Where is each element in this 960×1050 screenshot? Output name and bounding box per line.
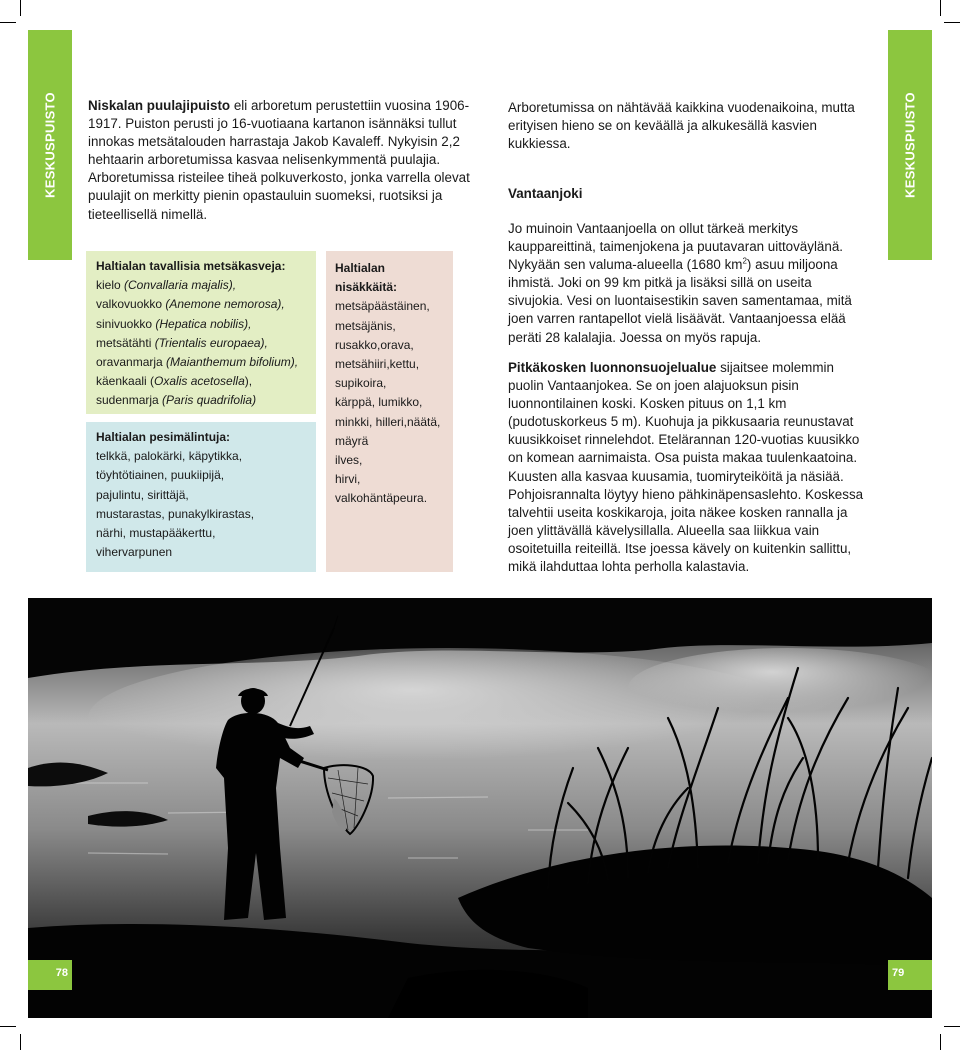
plant-item: metsätähti (Trientalis europaea), bbox=[96, 335, 268, 350]
birds-box bbox=[86, 422, 316, 572]
bird-line: närhi, mustapääkerttu, bbox=[96, 526, 216, 541]
mammals-box bbox=[326, 251, 453, 572]
crop-mark bbox=[20, 1034, 21, 1050]
vantaanjoki-paragraph: Jo muinoin Vantaanjoella on ollut tärkeä merkitys kauppareittinä, taimenjokena ja puutavaran uittoväylänä. Nykyään sen valuma-alueella (1680 $km^2$) asuu miljoona ihmistä. Joki on 99 km pitkä ja lisäksi sillä on useita sivujokia. Vesi on luontaisestikin saven samentamaa, mitä joen varren rantapellot vielä lisäävät. Vantaanjoessa elää peräti 28 kalalajia. Joessa on myös rapuja. bbox=[508, 221, 852, 345]
page-number-text: 78 bbox=[55, 967, 68, 979]
mammal-line: metsäpäästäinen, bbox=[335, 299, 430, 314]
pitkakoski-paragraph bbox=[508, 359, 870, 576]
angler-photo-illustration bbox=[28, 598, 932, 1018]
mammal-line: mäyrä bbox=[335, 433, 369, 448]
side-tab-label: KESKUSPUISTO bbox=[902, 92, 918, 198]
crop-mark bbox=[940, 1034, 941, 1050]
crop-mark bbox=[944, 1026, 960, 1027]
pitkakoski-text: sijaitsee molemmin puolin Vantaanjokea. Se on joen alajuoksun pisin luonnontilainen koski. Kosken pituus on 1,1 km (pudotuskorkeus 5 m). Kuohuja ja pikkusaaria reunustavat kuusikkoiset rinnelehdot. Etelärannan 120-vuotias kuusikko on komean aarnimaista. Osa puista makaa tuulenkaatoina. Kuusten alla kasvaa kuusamia, tuomiryteiköitä ja näsiää. Pohjoisrannalta löytyy hieno pähkinäpensaslehto. Koskessa talvehtii useita koskikaroja, joita näkee kosken rannalla ja joen ylittävällä kävelysillalla. Alueella saa liikkua vain osoitetuilla reiteillä. Itse joessa kävely on kuitenkin sallittu, mikä ilahduttaa lohta perholla kalastavia. bbox=[508, 360, 864, 575]
pitkakoski-lead: Pitkäkosken luonnonsuojelualue bbox=[508, 360, 717, 375]
mammal-line: metsäjänis, bbox=[335, 318, 396, 333]
plant-item: oravanmarja (Maianthemum bifolium), bbox=[96, 355, 299, 370]
mammal-line: supikoira, bbox=[335, 376, 387, 391]
intro-text: eli arboretum perustettiin vuosina 1906-1917. Puiston perusti jo 16-vuotiaana kartanon isännäksi tullut innokas metsätalouden harrastaja Jakob Kavaleff. Nykyisin 2,2 hehtaarin arboretumissa kasvaa nelisenkymmentä puulajia. Arboretumissa risteilee tiheä polkuverkosto, jonka varrella olevat puulajit on merkitty pienin opastauluin suomeksi, ruotsiksi ja tieteellisellä nimellä. bbox=[88, 98, 470, 222]
bird-line: töyhtötiainen, puukiipijä, bbox=[96, 468, 225, 483]
bird-line: vihervarpunen bbox=[96, 545, 173, 560]
mammal-line: minkki, hilleri,näätä, bbox=[335, 414, 441, 429]
plant-item: kielo (Convallaria majalis), bbox=[96, 278, 237, 293]
plants-box bbox=[86, 251, 316, 414]
mammal-line: ilves, bbox=[335, 453, 363, 468]
crop-mark bbox=[0, 1026, 16, 1027]
plant-item: sudenmarja (Paris quadrifolia) bbox=[96, 393, 257, 408]
arboretum-paragraph: Arboretumissa on nähtävää kaikkina vuodenaikoina, mutta erityisen hieno se on keväällä ja alkukesällä kasvien kukkiessa. bbox=[508, 100, 855, 152]
bird-line: pajulintu, sirittäjä, bbox=[96, 487, 189, 502]
intro-paragraph bbox=[88, 97, 488, 224]
bird-line: mustarastas, punakylkirastas, bbox=[96, 506, 255, 521]
page-number-text: 79 bbox=[892, 967, 905, 979]
side-tab-label: KESKUSPUISTO bbox=[42, 92, 58, 198]
vantaanjoki-heading: Vantaanjoki bbox=[508, 186, 583, 201]
plant-item: käenkaali (Oxalis acetosella), bbox=[96, 374, 253, 389]
mammal-line: hirvi, bbox=[335, 472, 361, 487]
crop-mark bbox=[944, 22, 960, 23]
side-tab-left bbox=[28, 30, 72, 260]
plant-item: valkovuokko (Anemone nemorosa), bbox=[96, 297, 285, 312]
side-tab-right bbox=[888, 30, 932, 260]
mammal-line: valkohäntäpeura. bbox=[335, 491, 428, 506]
plant-item: sinivuokko (Hepatica nobilis), bbox=[96, 316, 252, 331]
crop-mark bbox=[20, 0, 21, 16]
mammals-box-title: nisäkkäitä: bbox=[335, 280, 398, 295]
page-number-right bbox=[888, 960, 932, 990]
crop-mark bbox=[0, 22, 16, 23]
crop-mark bbox=[940, 0, 941, 16]
mammals-box-title: Haltialan bbox=[335, 261, 386, 275]
page-number-left bbox=[28, 960, 72, 990]
intro-lead: Niskalan puulajipuisto bbox=[88, 98, 231, 113]
birds-box-title: Haltialan pesimälintuja: bbox=[96, 430, 231, 444]
mammal-line: rusakko,orava, bbox=[335, 337, 414, 352]
angler-photo bbox=[28, 598, 932, 1018]
mammal-line: kärppä, lumikko, bbox=[335, 395, 423, 410]
plants-box-title: Haltialan tavallisia metsäkasveja: bbox=[96, 259, 286, 273]
mammal-line: metsähiiri,kettu, bbox=[335, 357, 420, 372]
bird-line: telkkä, palokärki, käpytikka, bbox=[96, 449, 243, 464]
